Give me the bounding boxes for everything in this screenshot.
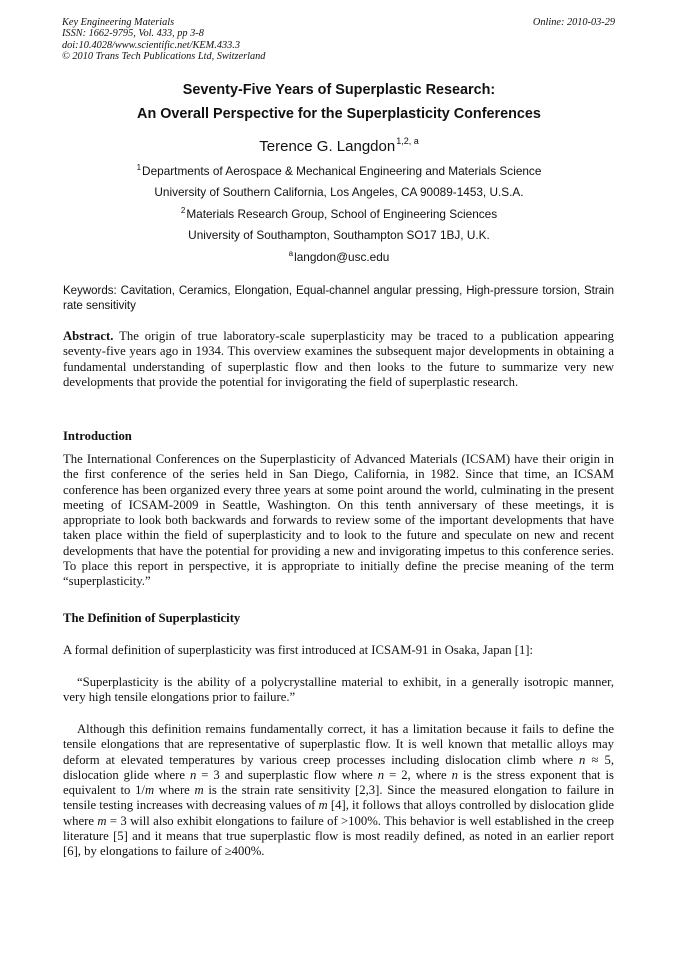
abstract-label: Abstract. [63,329,114,343]
definition-paragraph: Although this definition remains fundamentally correct, it has a limitation because it fails to define the tensile elongations that are representative of superplastic flow. It is well known that metallic alloys may deform at elevated temperatures by various creep processes including dislocation climb where n ≈ 5, dislocation glide where n = 3 and superplastic flow where n = 2, where n is the stress exponent that is equivalent to 1/m where m is the strain rate sensitivity [2,3]. Since the measured elongation to failure in tensile testing increases with decreasing values of m [4], it follows that alloys controlled by dislocation glide where m = 3 will also exhibit elongations to failure of >100%. This behavior is well established in the creep literature [5] and it means that true superplastic flow is most readily defined, as noted in an earlier report [6], by elongations to failure of ≥400%. [63,722,615,859]
author-line [0,136,678,155]
journal-name: Key Engineering Materials [62,17,175,28]
definition-heading: The Definition of Superplasticity [63,611,241,625]
definition-intro: A formal definition of superplasticity was first introduced at ICSAM-91 in Osaka, Japan [1]: [63,643,534,657]
issn-line: ISSN: 1662-9795, Vol. 433, pp 3-8 [62,28,204,40]
keywords: Keywords: Cavitation, Ceramics, Elongation, Equal-channel angular pressing, High-pressure torsion, Strain rate sensitivity [63,285,614,312]
copyright-line: © 2010 Trans Tech Publications Ltd, Switzerland [62,51,266,63]
abstract [63,329,614,390]
author-email: $^a$langdon@usc.edu [288,249,390,264]
introduction-heading: Introduction [63,429,132,443]
affiliation-1-line-1: $^1$Departments of Aerospace & Mechanical Engineering and Materials Science [136,163,542,178]
affiliation-2-line-1: $^2$Materials Research Group, School of Engineering Sciences [180,206,498,221]
author-name: Terence G. Langdon [259,138,396,155]
journal-header [62,17,265,63]
affiliation-2-line-2: University of Southampton, Southampton SO17 1BJ, U.K. [188,228,490,242]
paper-title-line-1: Seventy-Five Years of Superplastic Research: [182,82,496,98]
definition-quote: “Superplasticity is the ability of a polycrystalline material to exhibit, in a generally isotropic manner, very high tensile elongations prior to failure.” [63,675,614,705]
paper-title-line-2: An Overall Perspective for the Superplasticity Conferences [137,106,541,122]
doi-line: doi:10.4028/www.scientific.net/KEM.433.3 [62,39,240,51]
introduction-text: The International Conferences on the Superplasticity of Advanced Materials (ICSAM) have their origin in the first conference of the series held in San Diego, California, in 1982. Since that time, an ICSAM conference has been organized every three years at some point around the world, culminating in the present meeting of ICSAM-2009 in Seattle, Washington. On this tenth anniversary of these meetings, it is appropriate to look both backwards and forwards to review some of the important developments that have taken place within the field of superplasticity and to look to the future and speculate on new and recent developments that have the potential for providing a new and invigorating impetus to this conference series. To place this report in perspective, it is appropriate to initially define the precise meaning of the term “superplasticity.” [63,452,614,589]
author-superscript: 1,2, a [396,136,419,146]
abstract-text: The origin of true laboratory-scale superplasticity may be traced to a publication appearing seventy-five years ago in 1934. This overview examines the subsequent major developments in obtaining a fundamental understanding of superplastic flow and then looks to the future to summarize very new developments that provide the potential for invigorating the field of superplastic research. [63,329,614,389]
affiliation-1-line-2: University of Southern California, Los Angeles, CA 90089-1453, U.S.A. [154,185,524,199]
online-date: Online: 2010-03-29 [532,17,615,28]
